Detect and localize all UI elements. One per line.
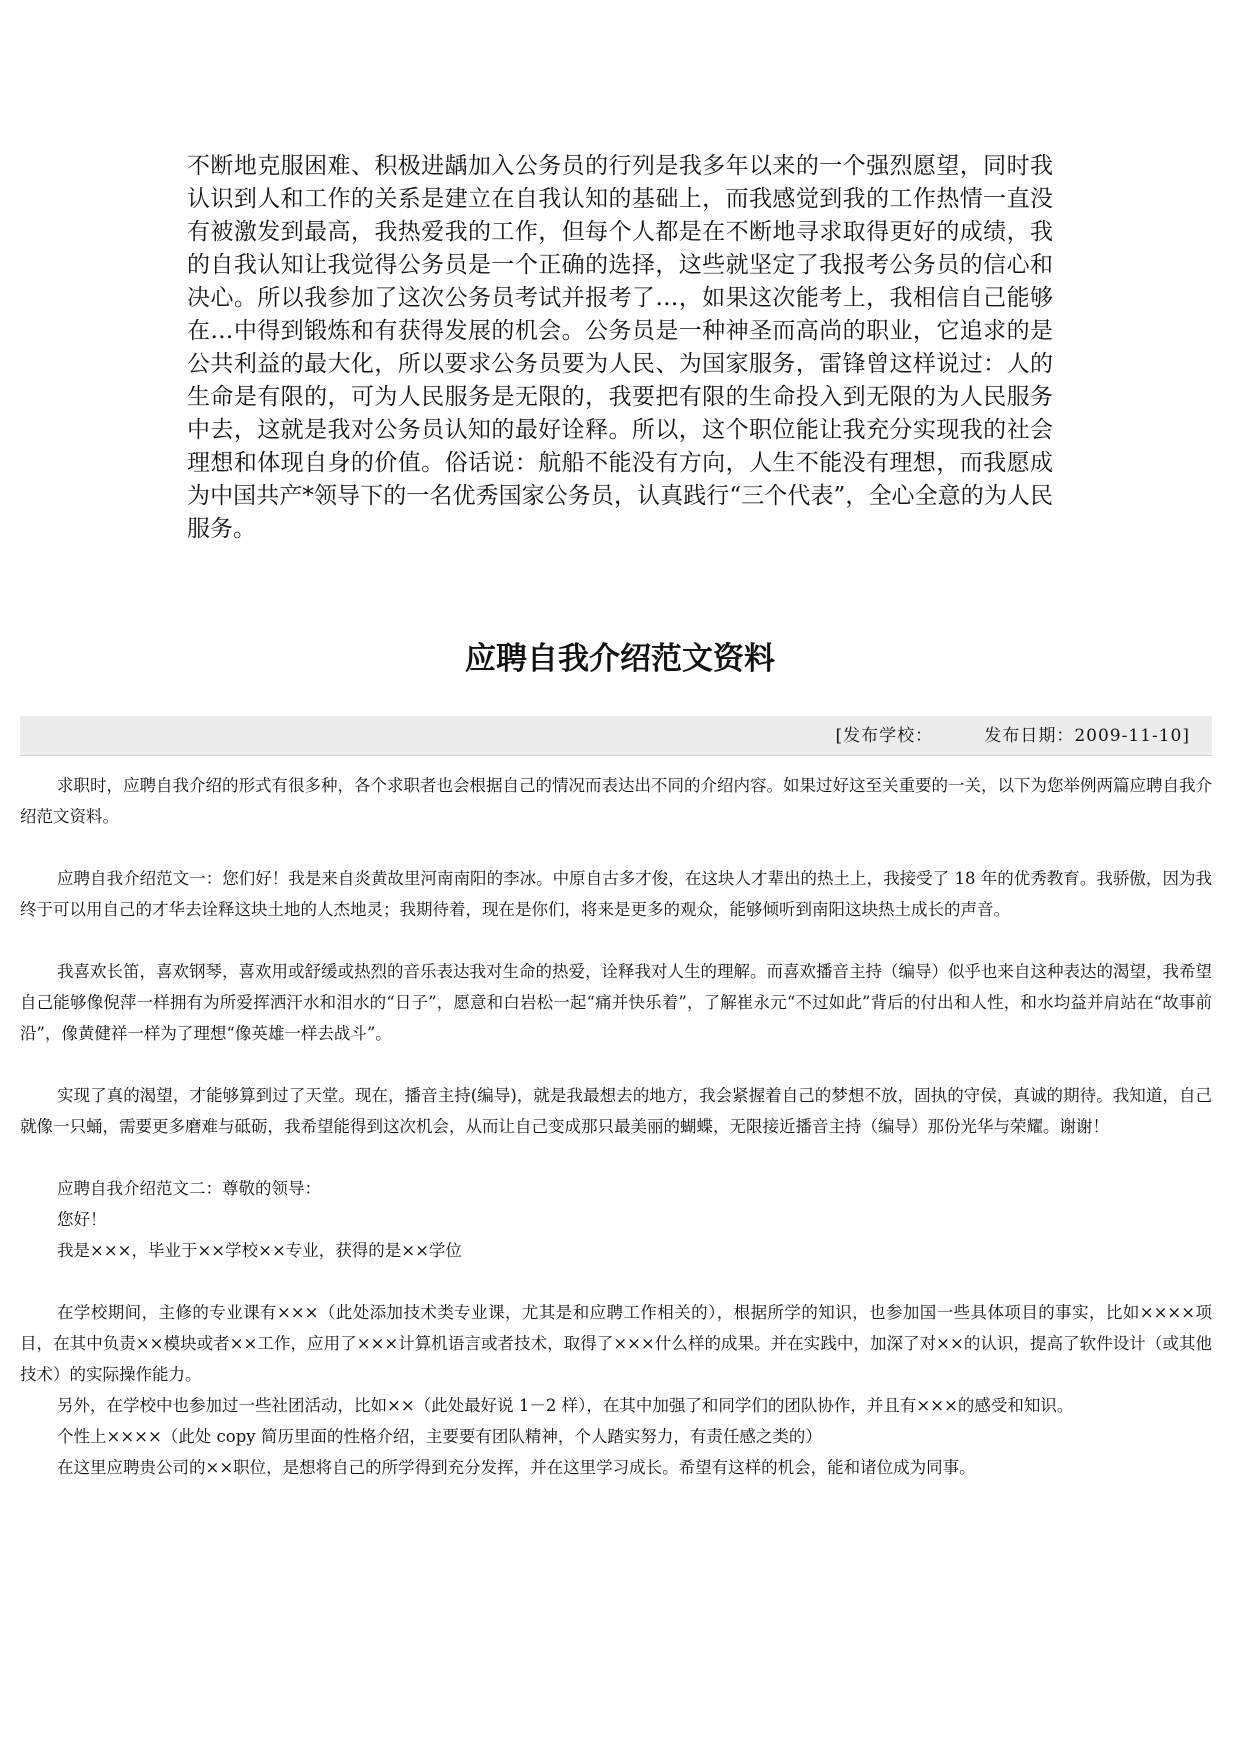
publish-date-value: 2009-11-10] <box>1074 726 1190 746</box>
sample1-paragraph-2: 我喜欢长笛，喜欢钢琴，喜欢用或舒缓或热烈的音乐表达我对生命的热爱，诠释我对人生的理解。而喜欢播音主持（编导）似乎也来自这种表达的渴望，我希望自己能够像倪萍一样拥有为所爱挥洒汗水和泪水的“日子”，愿意和白岩松一起“痛并快乐着”，了解崔永元“不过如此”背后的付出和人性，和水均益并肩站在“故事前沿”，像黄健祥一样为了理想“像英雄一样去战斗”。 <box>20 962 1212 1043</box>
article-body <box>20 770 1212 1483</box>
article-title: 应聘自我介绍范文资料 <box>465 641 775 677</box>
sample2-paragraph-4: 在这里应聘贵公司的××职位，是想将自己的所学得到充分发挥，并在这里学习成长。希望有这样的机会，能和诸位成为同事。 <box>57 1458 976 1477</box>
sample2-intro-line: 我是×××，毕业于××学校××专业，获得的是××学位 <box>57 1241 462 1260</box>
sample1-paragraph-1: 应聘自我介绍范文一：您们好！我是来自炎黄故里河南南阳的李冰。中原自古多才俊，在这块人才辈出的热土上，我接受了 18 年的优秀教育。我骄傲，因为我终于可以用自己的才华去诠释这块土地的人杰地灵；我期待着，现在是你们，将来是更多的观众，能够倾听到南阳这块热土成长的声音。 <box>20 869 1212 919</box>
publish-date-label: 发布日期： <box>984 726 1075 746</box>
article-meta-bar <box>20 716 1212 756</box>
sample2-greeting: 应聘自我介绍范文二：尊敬的领导： <box>57 1179 321 1198</box>
publish-school-label: [发布学校： <box>835 726 934 746</box>
previous-article-text <box>187 150 1053 546</box>
top-paragraph: 不断地克服困难、积极进龋加入公务员的行列是我多年以来的一个强烈愿望，同时我认识到人和工作的关系是建立在自我认知的基础上，而我感觉到我的工作热情一直没有被激发到最高，我热爱我的工作，但每个人都是在不断地寻求取得更好的成绩，我的自我认知让我觉得公务员是一个正确的选择，这些就坚定了我报考公务员的信心和决心。所以我参加了这次公务员考试并报考了…，如果这次能考上，我相信自己能够在…中得到锻炼和有获得发展的机会。公务员是一种神圣而高尚的职业，它追求的是公共利益的最大化，所以要求公务员要为人民、为国家服务，雷锋曾这样说过：人的生命是有限的，可为人民服务是无限的，我要把有限的生命投入到无限的为人民服务中去，这就是我对公务员认知的最好诠释。所以，这个职位能让我充分实现我的社会理想和体现自身的价值。俗话说：航船不能没有方向，人生不能没有理想，而我愿成为中国共产*领导下的一名优秀国家公务员，认真践行“三个代表”，全心全意的为人民服务。 <box>187 153 1053 542</box>
sample2-paragraph-3: 个性上××××（此处 copy 简历里面的性格介绍，主要要有团队精神，个人踏实努力，有责任感之类的） <box>57 1427 822 1446</box>
sample2-hello: 您好！ <box>57 1210 107 1229</box>
sample2-paragraph-2: 另外，在学校中也参加过一些社团活动，比如××（此处最好说 1－2 样），在其中加强了和同学们的团队协作，并且有×××的感受和知识。 <box>57 1396 1074 1415</box>
intro-paragraph: 求职时，应聘自我介绍的形式有很多种，各个求职者也会根据自己的情况而表达出不同的介绍内容。如果过好这至关重要的一关，以下为您举例两篇应聘自我介绍范文资料。 <box>20 776 1212 826</box>
sample2-paragraph-1: 在学校期间，主修的专业课有×××（此处添加技术类专业课，尤其是和应聘工作相关的），根据所学的知识，也参加国一些具体项目的事实，比如××××项目，在其中负责××模块或者××工作，应用了×××计算机语言或者技术，取得了×××什么样的成果。并在实践中，加深了对××的认识，提高了软件设计（或其他技术）的实际操作能力。 <box>20 1303 1212 1384</box>
sample1-paragraph-3: 实现了真的渴望，才能够算到过了天堂。现在，播音主持(编导)，就是我最想去的地方，我会紧握着自己的梦想不放，固执的守侯，真诚的期待。我知道，自己就像一只蛹，需要更多磨难与砥砺，我希望能得到这次机会，从而让自己变成那只最美丽的蝴蝶，无限接近播音主持（编导）那份光华与荣耀。谢谢！ <box>20 1086 1212 1136</box>
